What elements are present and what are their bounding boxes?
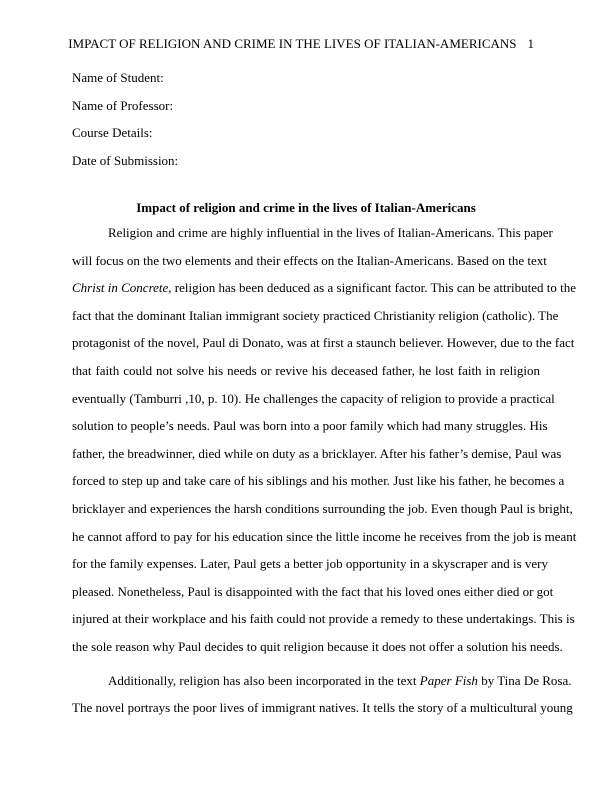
running-title: IMPACT OF RELIGION AND CRIME IN THE LIVES OF ITALIAN-AMERICANS (68, 36, 517, 51)
text-line: The novel portrays the poor lives of immigrant natives. It tells the story of a multicultural young (72, 700, 573, 716)
text-line: fact that the dominant Italian immigrant society practiced Christianity religion (catholic). The (72, 307, 559, 323)
course-details-line: Course Details: (72, 125, 153, 141)
text-line (72, 667, 572, 695)
text-line: forced to step up and take care of his siblings and his mother. Just like his father, he becomes a (72, 473, 565, 489)
text-line: for the family expenses. Later, Paul gets a better job opportunity in a skyscraper and is very (72, 556, 549, 572)
text-line: the sole reason why Paul decides to quit religion because it does not offer a solution his needs. (72, 638, 563, 654)
student-name-line: Name of Student: (72, 70, 164, 85)
text-line: injured at their workplace and his faith could not provide a remedy to these undertakings. This is (72, 611, 575, 627)
text-line (72, 274, 576, 302)
text-span: , religion has been deduced as a significant factor. This can be attributed to the (168, 280, 576, 296)
professor-name-line: Name of Professor: (72, 97, 174, 113)
body-text (72, 219, 577, 722)
paragraph (72, 219, 577, 661)
text-line: will focus on the two elements and their effects on the Italian-Americans. Based on the text (72, 252, 547, 268)
text-line: solution to people’s needs. Paul was born into a poor family which had many struggles. His (72, 418, 548, 434)
text-line: he cannot afford to pay for his education since the little income he receives from the job is meant (72, 528, 577, 544)
running-header (68, 36, 534, 52)
text-line: that faith could not solve his needs or revive his deceased father, he lost faith in religion (72, 362, 540, 378)
paragraph (72, 667, 573, 722)
text-line: bricklayer and experiences the harsh conditions surrounding the job. Even though Paul is bright, (72, 500, 573, 516)
text-line: father, the breadwinner, died while on duty as a bricklayer. After his father’s demise, Paul was (72, 445, 562, 461)
book-title-italic: Christ in Concrete (72, 280, 169, 296)
text-span: Additionally, religion has also been incorporated in the text (108, 672, 420, 688)
text-line: Religion and crime are highly influential in the lives of Italian-Americans. This paper (108, 225, 553, 240)
text-span: by Tina De Rosa. (477, 672, 572, 688)
document-title: Impact of religion and crime in the lives of Italian-Americans (136, 200, 476, 215)
book-title-italic: Paper Fish (419, 672, 478, 688)
text-line: protagonist of the novel, Paul di Donato, was at first a staunch believer. However, due to the fact (72, 335, 575, 351)
page-number: 1 (527, 36, 534, 51)
submission-date-line: Date of Submission: (72, 153, 179, 169)
text-line: eventually (Tamburri ,10, p. 10). He challenges the capacity of religion to provide a practical (72, 390, 555, 406)
student-info-block (72, 69, 542, 180)
text-line: pleased. Nonetheless, Paul is disappointed with the fact that his loved ones either died or got (72, 583, 554, 599)
